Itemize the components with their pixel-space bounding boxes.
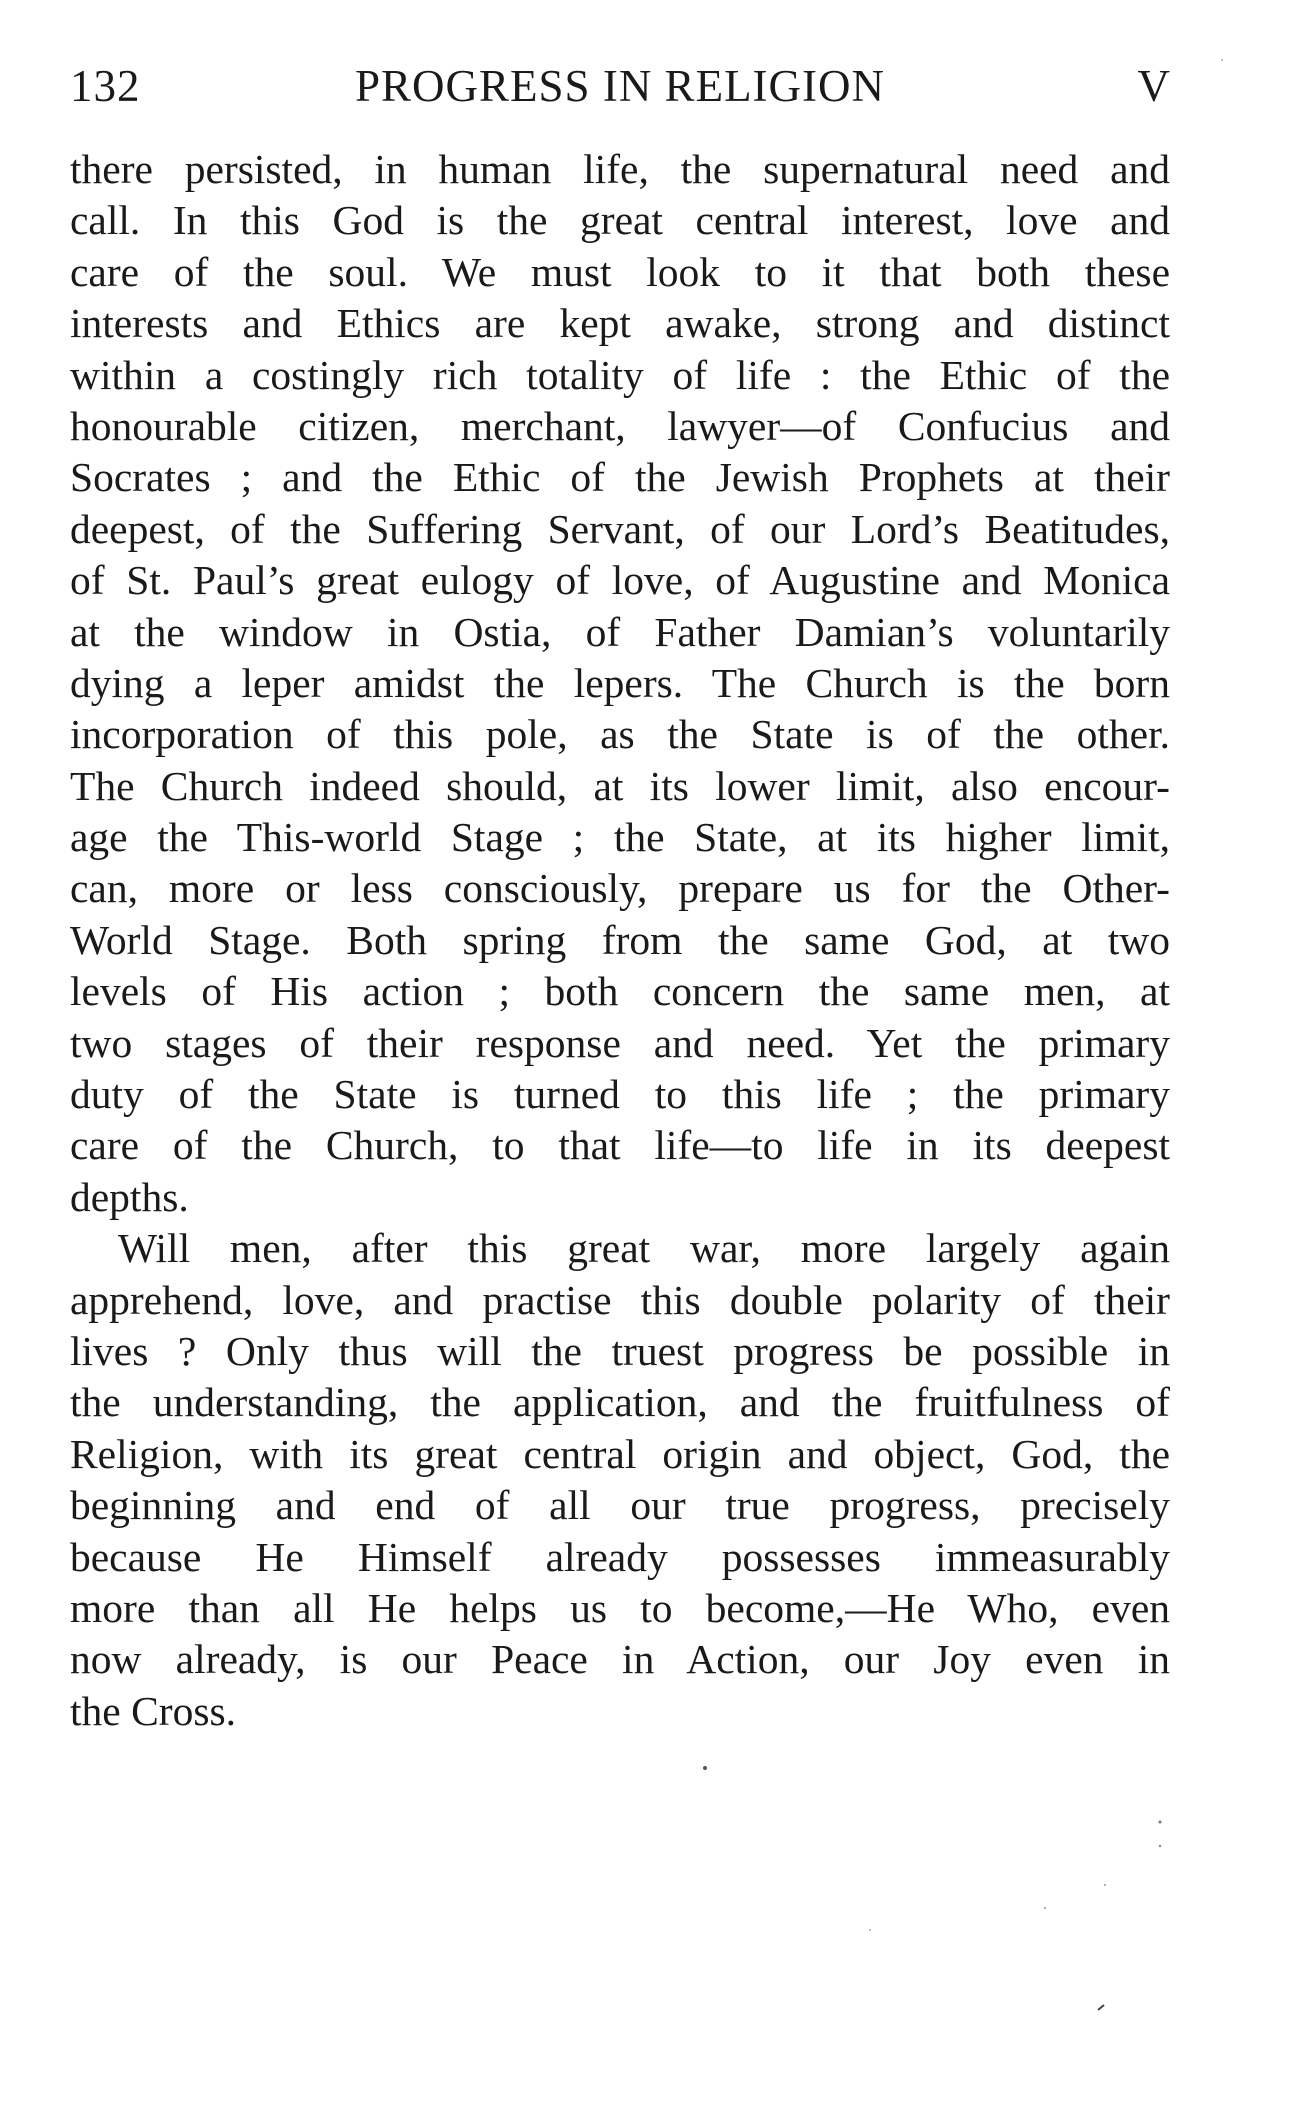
text-line: incorporation of this pole, as the State is of the other. [70,711,1170,758]
text-line: dying a leper amidst the lepers. The Church is the born [70,659,1170,706]
text-line: two stages of their response and need. Yet the primary [70,1019,1170,1066]
paragraph-2 [70,1223,1170,1737]
text-line: at the window in Ostia, of Father Damian’s voluntarily [70,608,1170,655]
body-text [70,144,1170,1737]
text-line: World Stage. Both spring from the same God, at two [70,916,1170,963]
text-line: interests and Ethics are kept awake, strong and distinct [70,300,1170,347]
paragraph-1 [70,144,1170,1223]
page-number: 132 [70,61,141,111]
text-line: age the This-world Stage ; the State, at its higher limit, [70,814,1170,861]
text-line: depths. [70,1173,189,1220]
running-title: PROGRESS IN RELIGION [354,61,886,111]
text-line: call. In this God is the great central interest, love and [70,197,1170,244]
text-line: Socrates ; and the Ethic of the Jewish Prophets at their [70,454,1170,501]
text-line: the Cross. [70,1687,236,1734]
text-line: now already, is our Peace in Action, our Joy even in [70,1636,1170,1683]
text-line: because He Himself already possesses immeasurably [70,1533,1170,1580]
text-line: of St. Paul’s great eulogy of love, of Augustine and Monica [70,557,1170,604]
text-line: apprehend, love, and practise this double polarity of their [70,1276,1170,1323]
text-line: the understanding, the application, and the fruitfulness of [70,1379,1170,1426]
text-line: deepest, of the Suffering Servant, of our Lord’s Beatitudes, [70,505,1170,552]
text-line: within a costingly rich totality of life : the Ethic of the [70,351,1170,398]
text-line: levels of His action ; both concern the same men, at [70,968,1170,1015]
chapter-numeral: V [1137,61,1170,111]
text-line: there persisted, in human life, the supernatural need and [70,146,1170,192]
text-line: lives ? Only thus will the truest progress be possible in [70,1327,1170,1374]
text-line: beginning and end of all our true progress, precisely [70,1482,1170,1529]
text-line: Religion, with its great central origin and object, God, the [70,1430,1170,1477]
text-line: Will men, after this great war, more largely again [118,1225,1170,1272]
text-line: The Church indeed should, at its lower limit, also encour- [70,762,1170,809]
text-line: honourable citizen, merchant, lawyer—of Confucius and [70,402,1170,449]
text-line: can, more or less consciously, prepare us for the Other- [70,865,1170,912]
text-line: care of the Church, to that life—to life in its deepest [70,1122,1170,1169]
text-line: duty of the State is turned to this life ; the primary [70,1071,1170,1118]
text-line: more than all He helps us to become,—He Who, even [70,1584,1170,1631]
text-line: care of the soul. We must look to it that both these [70,248,1170,295]
running-head [70,56,1170,116]
